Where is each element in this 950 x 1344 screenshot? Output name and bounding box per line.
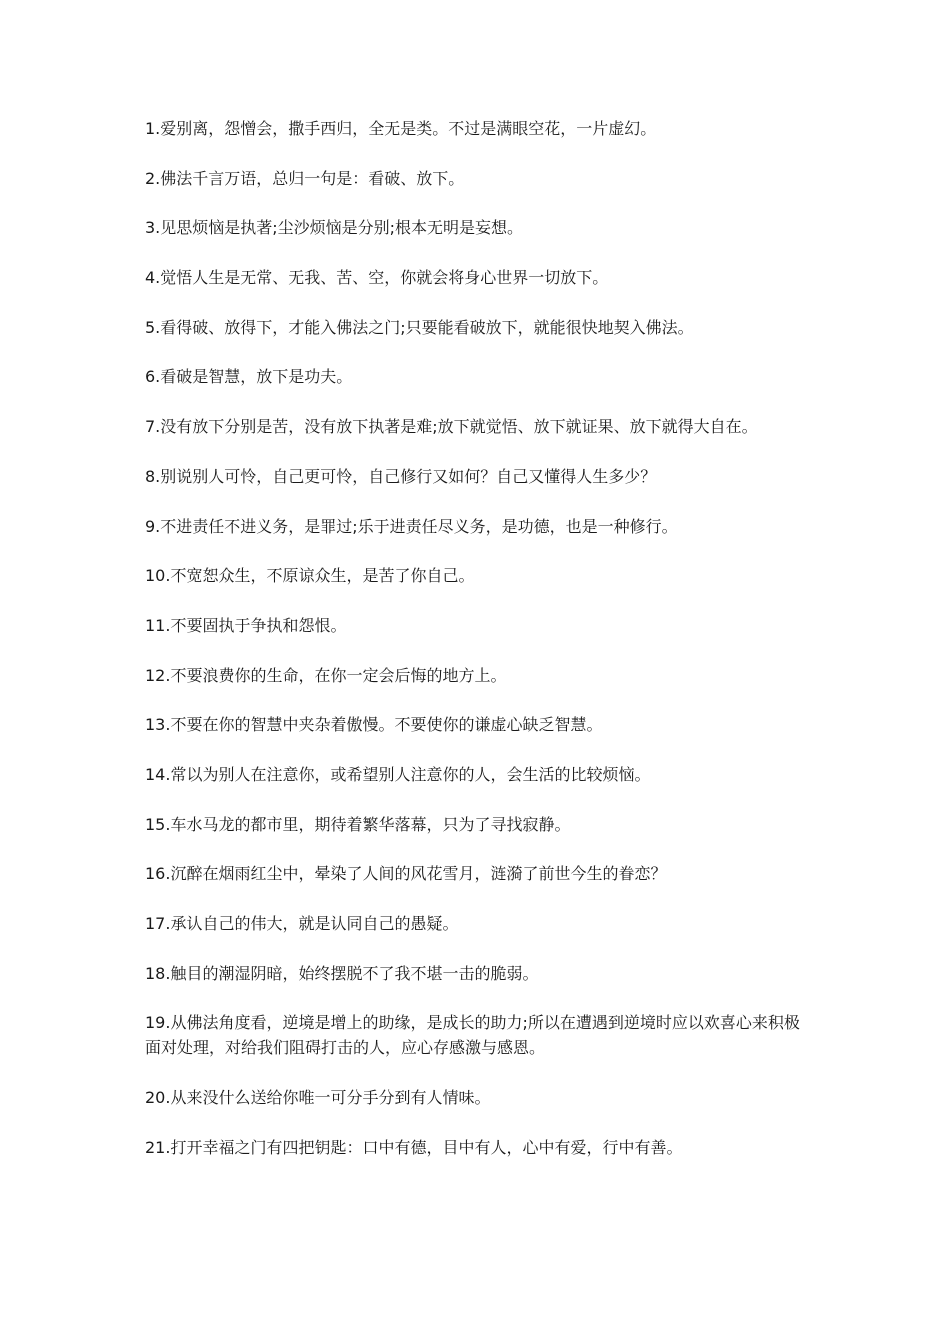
quote-item: 17.承认自己的伟大，就是认同自己的愚疑。 [145,914,459,933]
quote-list [145,116,805,1184]
quote-item: 7.没有放下分别是苦，没有放下执著是难;放下就觉悟、放下就证果、放下就得大自在。 [145,417,758,437]
quote-item: 10.不宽恕众生，不原谅众生，是苦了你自己。 [145,566,475,586]
quote-item: 2.佛法千言万语，总归一句是：看破、放下。 [145,168,465,188]
quote-item: 9.不进责任不进义务，是罪过;乐于进责任尽义务，是功德，也是一种修行。 [145,516,678,536]
quote-item: 3.见思烦恼是执著;尘沙烦恼是分别;根本无明是妄想。 [145,218,524,238]
quote-item: 12.不要浪费你的生命，在你一定会后悔的地方上。 [145,665,507,685]
quote-item: 14.常以为别人在注意你，或希望别人注意你的人，会生活的比较烦恼。 [145,764,651,784]
quote-item: 13.不要在你的智慧中夹杂着傲慢。不要使你的谦虚心缺乏智慧。 [145,715,603,735]
quote-item: 8.别说别人可怜，自己更可怜，自己修行又如何？自己又懂得人生多少？ [145,466,657,486]
quote-item: 15.车水马龙的都市里，期待着繁华落幕，只为了寻找寂静。 [145,814,571,834]
quote-item: 21.打开幸福之门有四把钥匙：口中有德，目中有人，心中有爱，行中有善。 [145,1137,683,1157]
quote-item: 5.看得破、放得下，才能入佛法之门;只要能看破放下，就能很快地契入佛法。 [145,317,694,337]
quote-item: 20.从来没什么送给你唯一可分手分到有人情味。 [145,1088,491,1108]
quote-item: 6.看破是智慧，放下是功夫。 [145,367,353,387]
quote-item: 16.沉醉在烟雨红尘中，晕染了人间的风花雪月，涟漪了前世今生的眷恋？ [145,864,667,884]
quote-item: 1.爱别离，怨憎会，撒手西归，全无是类。不过是满眼空花，一片虚幻。 [145,119,657,138]
quote-item: 11.不要固执于争执和怨恨。 [145,615,347,635]
quote-item: 18.触目的潮湿阴暗，始终摆脱不了我不堪一击的脆弱。 [145,963,539,983]
quote-item: 4.觉悟人生是无常、无我、苦、空，你就会将身心世界一切放下。 [145,268,609,288]
quote-item: 19.从佛法角度看，逆境是增上的助缘，是成长的助力;所以在遭遇到逆境时应以欢喜心来积极面对处理，对给我们阻碍打击的人，应心存感激与感恩。 [145,1013,800,1058]
